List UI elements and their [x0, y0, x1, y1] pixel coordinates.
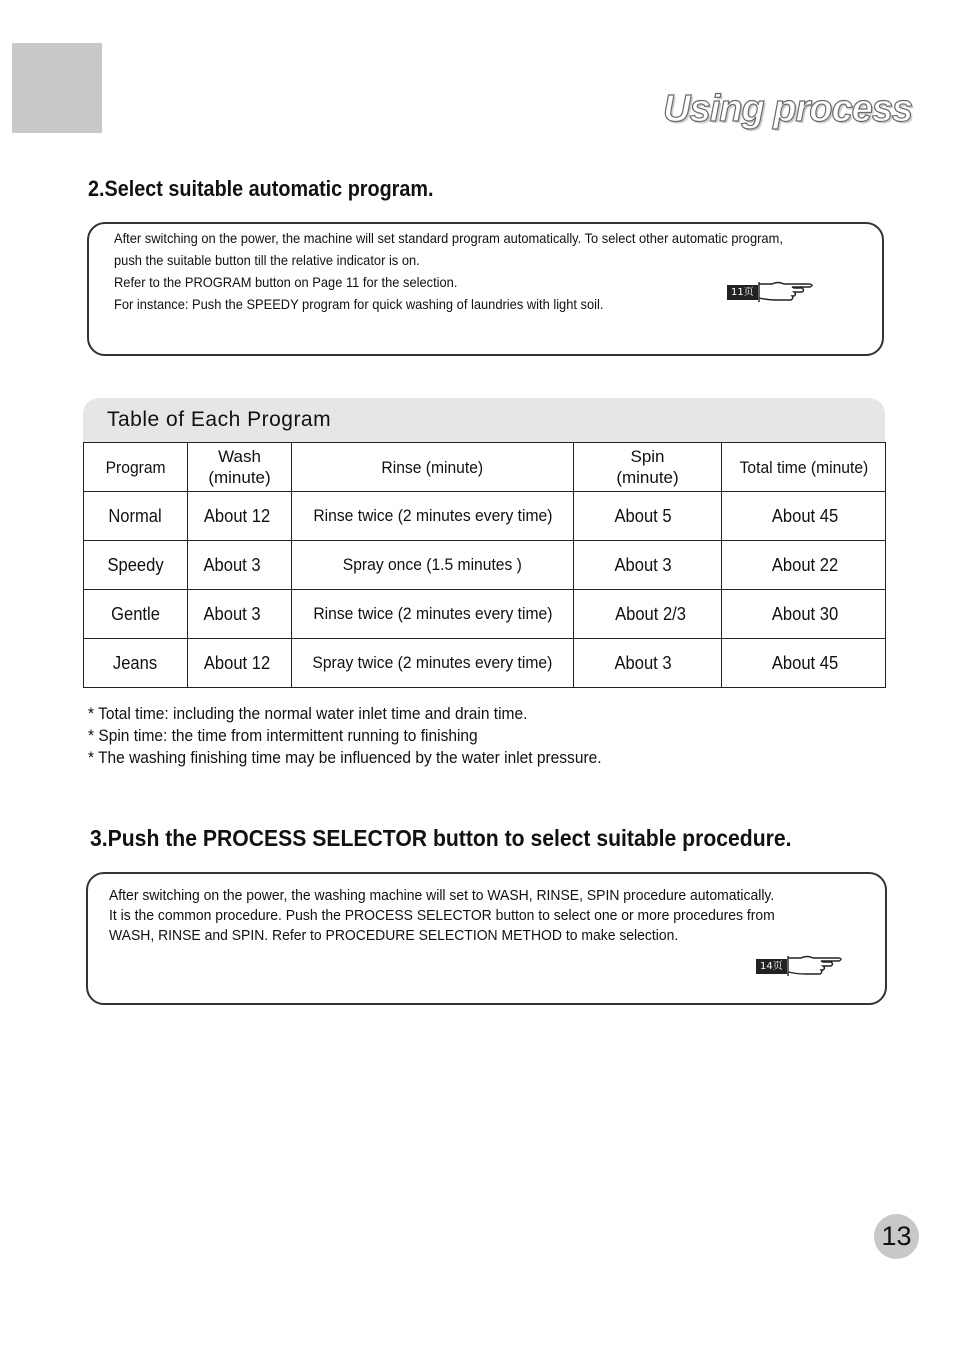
- cell-rinse: Rinse twice (2 minutes every time): [292, 492, 574, 541]
- section-heading-procedure: 3.Push the PROCESS SELECTOR button to select suitable procedure.: [90, 825, 792, 851]
- pointing-hand-icon: [758, 280, 818, 304]
- info-line: After switching on the power, the washing machine will set to WASH, RINSE, SPIN procedure automatically.: [109, 887, 775, 904]
- header-spin-line2: (minute): [616, 468, 679, 487]
- page-header-title: Using process: [663, 88, 912, 130]
- header-total: Total time (minute): [722, 443, 886, 492]
- cell-wash: About 12: [188, 639, 292, 688]
- table-row: [84, 492, 886, 541]
- cell-spin: About 2/3: [574, 590, 722, 639]
- corner-decoration: [12, 43, 102, 133]
- cell-total: About 45: [722, 639, 886, 688]
- info-line: Refer to the PROGRAM button on Page 11 for the selection.: [114, 274, 458, 290]
- info-line: It is the common procedure. Push the PROCESS SELECTOR button to select one or more procedures from: [109, 907, 775, 924]
- cell-rinse: Spray twice (2 minutes every time): [292, 639, 574, 688]
- info-line: For instance: Push the SPEEDY program for quick washing of laundries with light soil.: [114, 296, 604, 312]
- procedure-info-box: [86, 872, 887, 1005]
- note-line: * Spin time: the time from intermittent running to finishing: [88, 727, 478, 745]
- program-info-box: [87, 222, 884, 356]
- header-wash-line2: (minute): [208, 468, 271, 487]
- cell-program: Gentle: [84, 590, 188, 639]
- cell-wash: About 3: [188, 541, 292, 590]
- cell-program: Normal: [84, 492, 188, 541]
- table-notes: [88, 703, 634, 769]
- cell-total: About 45: [722, 492, 886, 541]
- table-row: [84, 541, 886, 590]
- cell-total: About 30: [722, 590, 886, 639]
- note-line: * Total time: including the normal water inlet time and drain time.: [88, 705, 528, 723]
- info-line: After switching on the power, the machine will set standard program automatically. To select other automatic program,: [114, 230, 783, 246]
- cell-rinse: Rinse twice (2 minutes every time): [292, 590, 574, 639]
- cell-program: Jeans: [84, 639, 188, 688]
- note-line: * The washing finishing time may be influenced by the water inlet pressure.: [88, 749, 602, 767]
- cell-rinse: Spray once (1.5 minutes ): [292, 541, 574, 590]
- cell-spin: About 3: [574, 541, 722, 590]
- page-reference-14[interactable]: [756, 954, 847, 978]
- table-header-row: [84, 443, 886, 492]
- header-spin: [574, 443, 722, 492]
- table-title-bar: [83, 398, 885, 443]
- table-title: Table of Each Program: [107, 408, 332, 431]
- page-ref-tag: 11页: [727, 285, 758, 300]
- header-wash: [188, 443, 292, 492]
- cell-wash: About 12: [188, 492, 292, 541]
- cell-spin: About 5: [574, 492, 722, 541]
- page-reference-11[interactable]: [727, 280, 818, 304]
- table-row: [84, 590, 886, 639]
- header-wash-line1: Wash: [218, 447, 261, 466]
- page-ref-tag: 14页: [756, 959, 787, 974]
- table-row: [84, 639, 886, 688]
- pointing-hand-icon: [787, 954, 847, 978]
- header-rinse: Rinse (minute): [292, 443, 574, 492]
- info-line: WASH, RINSE and SPIN. Refer to PROCEDURE SELECTION METHOD to make selection.: [109, 927, 679, 944]
- cell-wash: About 3: [188, 590, 292, 639]
- section-heading-program: 2.Select suitable automatic program.: [88, 176, 434, 201]
- info-line: push the suitable button till the relative indicator is on.: [114, 252, 420, 268]
- page-number: 13: [874, 1214, 919, 1259]
- cell-program: Speedy: [84, 541, 188, 590]
- header-spin-line1: Spin: [630, 447, 665, 466]
- header-program: Program: [84, 443, 188, 492]
- cell-spin: About 3: [574, 639, 722, 688]
- program-table: [83, 442, 886, 688]
- cell-total: About 22: [722, 541, 886, 590]
